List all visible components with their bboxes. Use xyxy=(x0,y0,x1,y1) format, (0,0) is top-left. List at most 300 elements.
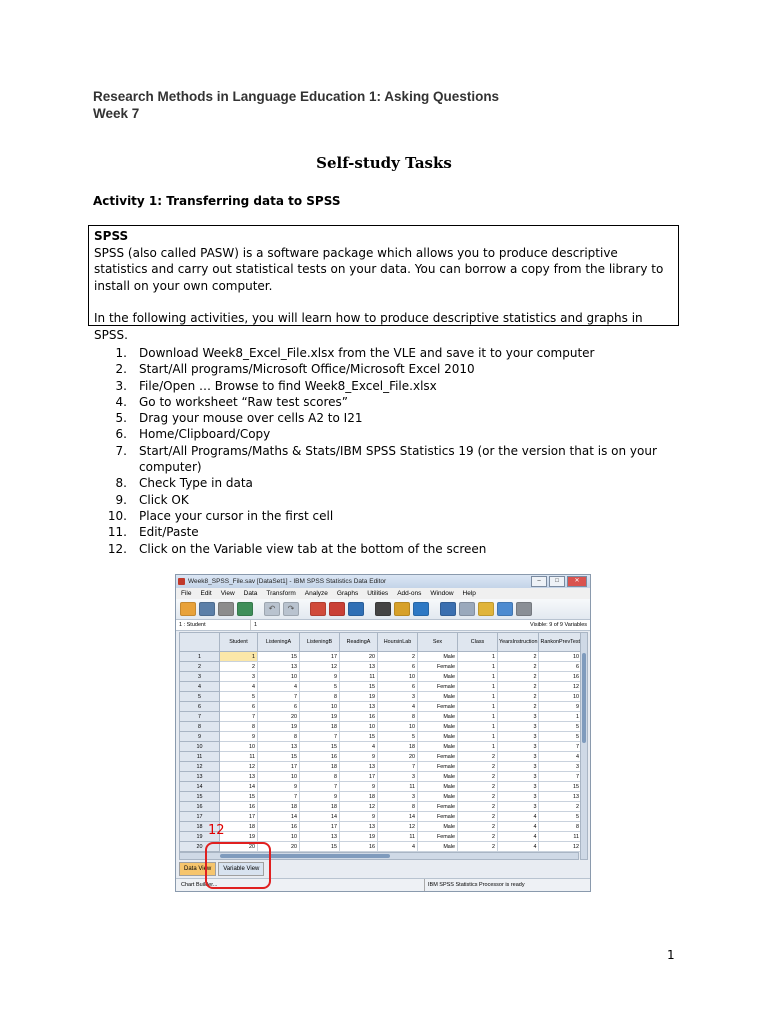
data-cell: 20 xyxy=(258,712,300,722)
data-cell: 8 xyxy=(258,732,300,742)
data-cell: 12 xyxy=(340,802,378,812)
step-item xyxy=(100,378,660,394)
cell-value: 1 xyxy=(250,620,257,630)
step-item xyxy=(100,345,660,361)
data-cell: Male xyxy=(418,652,458,662)
step-item xyxy=(100,508,660,524)
data-cell: Male xyxy=(418,782,458,792)
step-text: Edit/Paste xyxy=(139,525,199,540)
data-cell: 14 xyxy=(220,782,258,792)
data-cell: 10 xyxy=(539,692,582,702)
table-row xyxy=(180,652,582,662)
data-cell: 17 xyxy=(220,812,258,822)
data-cell: 5 xyxy=(300,682,340,692)
data-cell: Male xyxy=(418,772,458,782)
data-cell: 3 xyxy=(498,722,539,732)
data-cell: 3 xyxy=(539,762,582,772)
insert-cases-icon xyxy=(394,602,410,616)
spss-menu-bar xyxy=(176,588,590,599)
data-cell: Female xyxy=(418,752,458,762)
data-cell: 3 xyxy=(378,692,418,702)
visible-variables: Visible: 9 of 9 Variables xyxy=(530,622,587,628)
data-cell: 3 xyxy=(498,782,539,792)
data-cell: 11 xyxy=(220,752,258,762)
menu-item: Data xyxy=(243,590,258,597)
data-cell: 19 xyxy=(340,692,378,702)
data-cell: 8 xyxy=(300,692,340,702)
data-cell: 17 xyxy=(300,822,340,832)
data-cell: 11 xyxy=(340,672,378,682)
row-number: 5 xyxy=(180,692,220,702)
data-cell: 8 xyxy=(539,822,582,832)
data-cell: 14 xyxy=(258,812,300,822)
column-header: ListeningB xyxy=(300,633,340,652)
data-cell: 1 xyxy=(458,712,498,722)
data-cell: 4 xyxy=(498,822,539,832)
data-cell: 5 xyxy=(378,732,418,742)
data-cell: 13 xyxy=(258,742,300,752)
data-grid xyxy=(179,632,587,852)
step-number: 7. xyxy=(115,443,127,458)
data-cell: 13 xyxy=(340,662,378,672)
row-number: 8 xyxy=(180,722,220,732)
data-cell: 4 xyxy=(498,842,539,852)
data-cell: Female xyxy=(418,812,458,822)
table-row xyxy=(180,732,582,742)
row-number: 6 xyxy=(180,702,220,712)
step-item xyxy=(100,443,660,476)
data-cell: 2 xyxy=(458,752,498,762)
data-cell: 7 xyxy=(539,742,582,752)
data-cell: 2 xyxy=(498,672,539,682)
table-row xyxy=(180,702,582,712)
vertical-scrollbar xyxy=(580,632,588,860)
data-cell: 20 xyxy=(258,842,300,852)
step-number: 12. xyxy=(107,541,127,556)
callout-highlight xyxy=(205,842,271,889)
data-cell: 3 xyxy=(498,772,539,782)
step-text: Place your cursor in the first cell xyxy=(139,508,334,523)
data-cell: 2 xyxy=(498,692,539,702)
table-row xyxy=(180,692,582,702)
step-item xyxy=(100,492,660,508)
table-row xyxy=(180,662,582,672)
data-cell: 1 xyxy=(458,662,498,672)
menu-item: View xyxy=(220,590,235,597)
data-cell: 10 xyxy=(258,772,300,782)
tab-variable-view: Variable View xyxy=(218,862,264,876)
data-cell: 9 xyxy=(340,812,378,822)
data-cell: 3 xyxy=(498,742,539,752)
row-number: 17 xyxy=(180,812,220,822)
step-text: Click OK xyxy=(139,492,189,507)
data-cell: 1 xyxy=(458,742,498,752)
step-text: File/Open … Browse to find Week8_Excel_File.xlsx xyxy=(139,378,437,393)
data-cell: 17 xyxy=(300,652,340,662)
tab-data-view: Data View xyxy=(179,862,216,876)
row-number: 13 xyxy=(180,772,220,782)
step-number: 2. xyxy=(115,362,127,377)
step-item xyxy=(100,524,660,540)
data-cell: 11 xyxy=(378,832,418,842)
data-cell: 20 xyxy=(340,652,378,662)
data-cell: 13 xyxy=(258,662,300,672)
data-cell: 10 xyxy=(258,832,300,842)
data-cell: 15 xyxy=(220,792,258,802)
data-cell: 10 xyxy=(258,672,300,682)
data-cell: 10 xyxy=(340,722,378,732)
row-number: 19 xyxy=(180,832,220,842)
data-cell: 7 xyxy=(378,762,418,772)
data-cell: Female xyxy=(418,832,458,842)
row-number: 9 xyxy=(180,732,220,742)
spss-app-icon xyxy=(178,578,185,585)
data-cell: 9 xyxy=(340,782,378,792)
data-cell: 12 xyxy=(300,662,340,672)
data-cell: 12 xyxy=(378,822,418,832)
data-cell: 5 xyxy=(539,812,582,822)
data-cell: 1 xyxy=(458,652,498,662)
row-number: 2 xyxy=(180,662,220,672)
step-text: Start/All programs/Microsoft Office/Microsoft Excel 2010 xyxy=(139,362,475,377)
table-row xyxy=(180,802,582,812)
data-cell: 15 xyxy=(258,752,300,762)
data-cell: 16 xyxy=(340,842,378,852)
data-cell: 3 xyxy=(498,712,539,722)
data-cell: 17 xyxy=(340,772,378,782)
menu-item: Window xyxy=(430,590,454,597)
data-cell: 12 xyxy=(539,682,582,692)
menu-item: Utilities xyxy=(367,590,389,597)
data-cell: 19 xyxy=(220,832,258,842)
data-cell: 18 xyxy=(258,802,300,812)
data-cell: 19 xyxy=(300,712,340,722)
data-cell: 19 xyxy=(340,832,378,842)
row-number: 1 xyxy=(180,652,220,662)
maximize-icon: □ xyxy=(549,576,565,587)
table-row xyxy=(180,712,582,722)
table-row xyxy=(180,722,582,732)
data-cell: 20 xyxy=(220,842,258,852)
data-cell: 9 xyxy=(300,792,340,802)
data-cell: 3 xyxy=(498,792,539,802)
data-cell: Male xyxy=(418,842,458,852)
menu-item: File xyxy=(181,590,192,597)
table-row xyxy=(180,822,582,832)
box-heading: SPSS xyxy=(94,229,129,243)
step-text: Home/Clipboard/Copy xyxy=(139,427,271,442)
data-cell: 13 xyxy=(340,822,378,832)
step-number: 11. xyxy=(107,525,127,540)
step-number: 9. xyxy=(115,492,127,507)
table-row xyxy=(180,752,582,762)
data-cell: 10 xyxy=(220,742,258,752)
data-cell: 2 xyxy=(458,792,498,802)
menu-item: Analyze xyxy=(304,590,328,597)
data-cell: 1 xyxy=(458,702,498,712)
data-cell: 2 xyxy=(220,662,258,672)
table-row xyxy=(180,672,582,682)
data-cell: 18 xyxy=(300,722,340,732)
data-cell: 20 xyxy=(378,752,418,762)
step-item xyxy=(100,394,660,410)
data-cell: 2 xyxy=(458,772,498,782)
step-text: Go to worksheet “Raw test scores” xyxy=(139,394,348,409)
data-cell: 1 xyxy=(458,722,498,732)
row-number: 14 xyxy=(180,782,220,792)
step-text: Drag your mouse over cells A2 to I21 xyxy=(139,411,363,426)
data-cell: 3 xyxy=(498,802,539,812)
step-number: 10. xyxy=(107,508,127,523)
data-cell: Male xyxy=(418,732,458,742)
data-cell: 2 xyxy=(498,702,539,712)
split-file-icon xyxy=(440,602,456,616)
data-cell: 5 xyxy=(539,732,582,742)
data-cell: 3 xyxy=(378,792,418,802)
data-cell: 9 xyxy=(220,732,258,742)
table-row xyxy=(180,792,582,802)
row-number: 4 xyxy=(180,682,220,692)
data-cell: 7 xyxy=(539,772,582,782)
row-number: 7 xyxy=(180,712,220,722)
weight-cases-icon xyxy=(459,602,475,616)
data-cell: Male xyxy=(418,742,458,752)
data-cell: 1 xyxy=(458,692,498,702)
data-cell: Male xyxy=(418,792,458,802)
save-icon xyxy=(199,602,215,616)
redo-icon: ↷ xyxy=(283,602,299,616)
undo-icon: ↶ xyxy=(264,602,280,616)
activity-heading: Activity 1: Transferring data to SPSS xyxy=(93,194,341,208)
data-cell: 19 xyxy=(258,722,300,732)
table-row xyxy=(180,762,582,772)
week-label: Week 7 xyxy=(93,106,140,121)
data-cell: 9 xyxy=(258,782,300,792)
step-text: Check Type in data xyxy=(139,476,253,491)
data-cell: 18 xyxy=(300,762,340,772)
step-item xyxy=(100,410,660,426)
goto-variable-icon xyxy=(329,602,345,616)
data-cell: Male xyxy=(418,692,458,702)
data-cell: 4 xyxy=(378,842,418,852)
variables-icon xyxy=(348,602,364,616)
data-cell: 2 xyxy=(458,812,498,822)
data-cell: 8 xyxy=(220,722,258,732)
data-cell: 7 xyxy=(258,692,300,702)
data-cell: 4 xyxy=(258,682,300,692)
spss-window-title: Week8_SPSS_File.sav [DataSet1] - IBM SPSS Statistics Data Editor xyxy=(188,578,387,585)
data-cell: 16 xyxy=(258,822,300,832)
data-cell: 5 xyxy=(539,722,582,732)
table-row xyxy=(180,682,582,692)
data-cell: 4 xyxy=(539,752,582,762)
menu-item: Transform xyxy=(266,590,296,597)
data-cell: 18 xyxy=(300,802,340,812)
data-cell: 2 xyxy=(458,802,498,812)
data-cell: 7 xyxy=(300,732,340,742)
data-cell: 4 xyxy=(498,812,539,822)
column-header: Class xyxy=(458,633,498,652)
table-row xyxy=(180,772,582,782)
data-cell: 6 xyxy=(378,662,418,672)
data-cell: 6 xyxy=(258,702,300,712)
table-row xyxy=(180,782,582,792)
data-cell: 2 xyxy=(458,782,498,792)
data-cell: Male xyxy=(418,672,458,682)
box-paragraph-2: In the following activities, you will learn how to produce descriptive statistics and graphs in SPSS. xyxy=(94,311,643,342)
data-cell: Male xyxy=(418,722,458,732)
data-cell: 8 xyxy=(300,772,340,782)
data-cell: 18 xyxy=(220,822,258,832)
data-cell: 1 xyxy=(458,672,498,682)
data-cell: 9 xyxy=(539,702,582,712)
data-cell: 14 xyxy=(300,812,340,822)
data-cell: 15 xyxy=(300,742,340,752)
data-cell: 2 xyxy=(378,652,418,662)
step-item xyxy=(100,475,660,491)
status-right: IBM SPSS Statistics Processor is ready xyxy=(424,879,525,891)
data-cell: 7 xyxy=(220,712,258,722)
data-cell: 17 xyxy=(258,762,300,772)
row-number: 18 xyxy=(180,822,220,832)
data-cell: 12 xyxy=(539,842,582,852)
goto-case-icon xyxy=(310,602,326,616)
data-cell: 3 xyxy=(498,752,539,762)
table-row xyxy=(180,832,582,842)
data-cell: 1 xyxy=(539,712,582,722)
step-number: 6. xyxy=(115,427,127,442)
data-cell: 1 xyxy=(458,682,498,692)
use-sets-icon xyxy=(516,602,532,616)
step-text: Start/All Programs/Maths & Stats/IBM SPSS Statistics 19 (or the version that is on your computer) xyxy=(139,443,657,475)
data-cell: 16 xyxy=(340,712,378,722)
data-cell: 15 xyxy=(340,682,378,692)
document-header xyxy=(93,88,499,122)
data-cell: 16 xyxy=(539,672,582,682)
data-cell: 2 xyxy=(458,762,498,772)
step-number: 1. xyxy=(115,346,127,360)
data-cell: 1 xyxy=(220,652,258,662)
data-cell: 2 xyxy=(539,802,582,812)
data-cell: 4 xyxy=(340,742,378,752)
step-number: 5. xyxy=(115,411,127,426)
column-header: ReadingA xyxy=(340,633,378,652)
callout-number: 12 xyxy=(208,823,225,838)
data-cell: 15 xyxy=(258,652,300,662)
step-item xyxy=(100,361,660,377)
data-cell: 13 xyxy=(220,772,258,782)
data-cell: 18 xyxy=(378,742,418,752)
row-number: 11 xyxy=(180,752,220,762)
table-row xyxy=(180,812,582,822)
data-cell: Male xyxy=(418,712,458,722)
data-cell: 1 xyxy=(458,732,498,742)
data-cell: Female xyxy=(418,762,458,772)
close-icon: ✕ xyxy=(567,576,587,587)
cell-editor-bar xyxy=(176,620,590,631)
column-header: RankonPrevTest xyxy=(539,633,582,652)
step-text: Click on the Variable view tab at the bottom of the screen xyxy=(139,541,487,556)
step-text: Download Week8_Excel_File.xlsx from the VLE and save it to your computer xyxy=(139,346,595,360)
data-cell: Female xyxy=(418,682,458,692)
row-header-corner xyxy=(180,633,220,652)
data-cell: 10 xyxy=(378,672,418,682)
data-cell: 6 xyxy=(539,662,582,672)
data-cell: 7 xyxy=(258,792,300,802)
data-cell: 13 xyxy=(300,832,340,842)
data-cell: 10 xyxy=(539,652,582,662)
menu-item: Graphs xyxy=(336,590,359,597)
row-number: 10 xyxy=(180,742,220,752)
data-cell: 14 xyxy=(378,812,418,822)
step-number: 8. xyxy=(115,476,127,491)
data-cell: Female xyxy=(418,802,458,812)
step-item xyxy=(100,541,660,557)
data-cell: 15 xyxy=(539,782,582,792)
value-labels-icon xyxy=(497,602,513,616)
cell-reference: 1 : Student xyxy=(179,622,206,628)
data-cell: 15 xyxy=(300,842,340,852)
data-cell: 9 xyxy=(340,752,378,762)
menu-item: Edit xyxy=(200,590,212,597)
data-cell: 15 xyxy=(340,732,378,742)
open-icon xyxy=(180,602,196,616)
spss-toolbar xyxy=(176,599,590,620)
data-cell: 10 xyxy=(378,722,418,732)
minimize-icon: – xyxy=(531,576,547,587)
data-cell: 9 xyxy=(300,672,340,682)
data-cell: 2 xyxy=(498,682,539,692)
find-icon xyxy=(375,602,391,616)
data-cell: 6 xyxy=(220,702,258,712)
print-icon xyxy=(218,602,234,616)
data-cell: 8 xyxy=(378,802,418,812)
column-header: HoursinLab xyxy=(378,633,418,652)
table-row xyxy=(180,742,582,752)
data-cell: 7 xyxy=(300,782,340,792)
data-cell: 12 xyxy=(220,762,258,772)
menu-item: Add-ons xyxy=(397,590,422,597)
data-cell: 4 xyxy=(220,682,258,692)
column-header: YearsInstruction xyxy=(498,633,539,652)
menu-item: Help xyxy=(462,590,476,597)
data-cell: 8 xyxy=(378,712,418,722)
status-left: Chart Builder... xyxy=(181,882,218,888)
data-cell: 2 xyxy=(458,842,498,852)
data-cell: 2 xyxy=(458,822,498,832)
data-cell: 13 xyxy=(340,702,378,712)
data-cell: 16 xyxy=(300,752,340,762)
column-header: Student xyxy=(220,633,258,652)
row-number: 20 xyxy=(180,842,220,852)
data-cell: 2 xyxy=(458,832,498,842)
data-cell: Female xyxy=(418,662,458,672)
row-number: 15 xyxy=(180,792,220,802)
data-cell: 13 xyxy=(539,792,582,802)
page-title: Self-study Tasks xyxy=(316,154,452,172)
data-cell: 13 xyxy=(340,762,378,772)
page-number: 1 xyxy=(667,948,675,962)
step-item xyxy=(100,426,660,442)
data-cell: 16 xyxy=(220,802,258,812)
data-cell: 3 xyxy=(378,772,418,782)
data-cell: 11 xyxy=(378,782,418,792)
steps-list xyxy=(100,345,660,557)
data-cell: 6 xyxy=(378,682,418,692)
row-number: 12 xyxy=(180,762,220,772)
column-header: Sex xyxy=(418,633,458,652)
step-number: 3. xyxy=(115,378,127,393)
